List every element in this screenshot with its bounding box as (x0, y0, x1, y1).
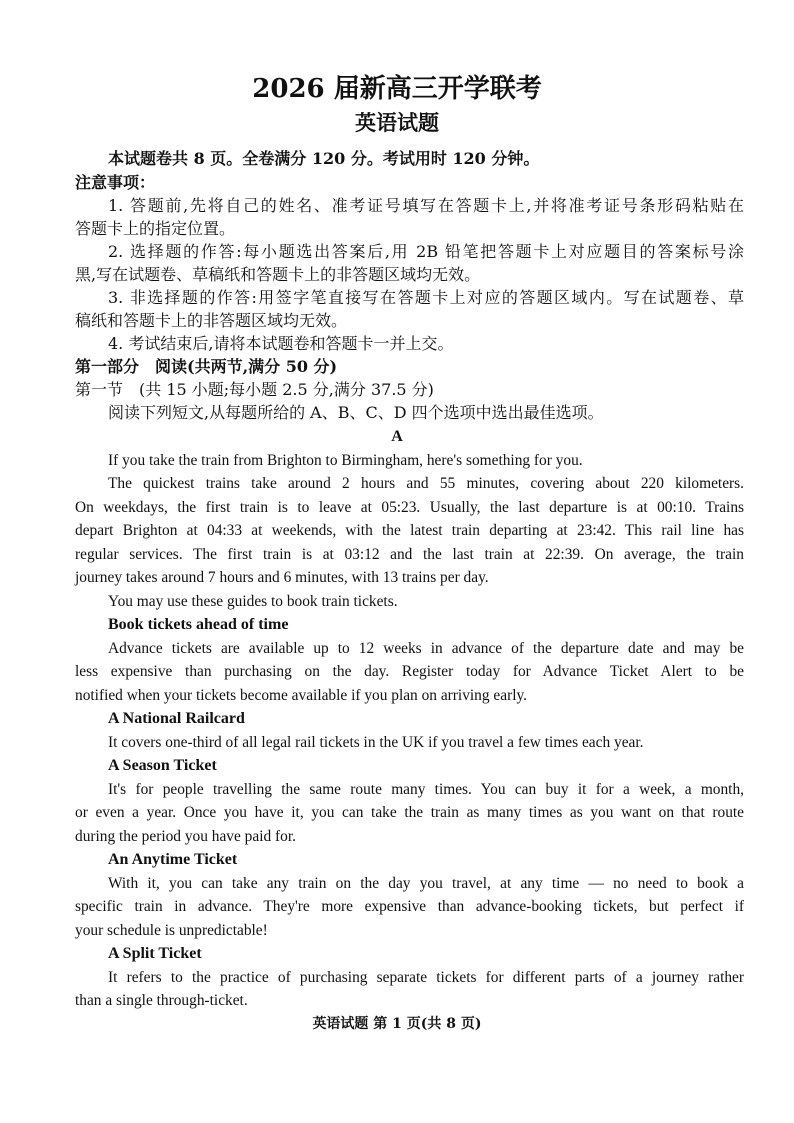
heading-national-railcard: A National Railcard (108, 710, 245, 727)
paragraph-2-line: On weekdays, the first train is to leave at 05:23. Usually, the last departure is at 00:10. Trains (75, 499, 744, 516)
section-text-line: With it, you can take any train on the day you travel, at any time — no need to book a (108, 875, 744, 892)
paragraph-2-line: The quickest trains take around 2 hours and 55 minutes, covering about 220 kilometers. (108, 475, 744, 492)
heading-anytime-ticket: An Anytime Ticket (108, 851, 238, 868)
exam-subtitle: 英语试题 (355, 110, 439, 135)
notice-2-line-2: 黑,写在试题卷、草稿纸和答题卡上的非答题区域均无效。 (75, 265, 481, 284)
section-text-line: It's for people travelling the same route many times. You can buy it for a week, a month, (108, 781, 744, 798)
notice-1-line-1: 1. 答题前,先将自己的姓名、准考证号填写在答题卡上,并将准考证号条形码粘贴在 (108, 196, 744, 215)
notice-title: 注意事项： (75, 173, 156, 192)
notice-1-line-2: 答题卡上的指定位置。 (75, 219, 236, 238)
paragraph-2-line: depart Brighton at 04:33 at weekends, with the latest train departing at 23:42. This rail line has (75, 522, 744, 539)
section-1-title: 第一节 (共 15 小题;每小题 2.5 分,满分 37.5 分) (75, 380, 434, 399)
page-footer: 英语试题 第 1 页(共 8 页) (312, 1016, 482, 1032)
exam-title: 2026 届新高三开学联考 (252, 74, 542, 104)
notice-4: 4. 考试结束后,请将本试题卷和答题卡一并上交。 (108, 334, 454, 353)
reading-instruction: 阅读下列短文,从每题所给的 A、B、C、D 四个选项中选出最佳选项。 (108, 403, 604, 422)
section-text-line: less expensive than purchasing on the day. Register today for Advance Ticket Alert to be (75, 663, 744, 680)
section-text-line: specific train in advance. They're more expensive than advance-booking tickets, but perfect if (75, 898, 744, 915)
exam-info: 本试题卷共 8 页。全卷满分 120 分。考试用时 120 分钟。 (108, 149, 540, 168)
heading-split-ticket: A Split Ticket (108, 945, 202, 962)
section-text-line: or even a year. Once you have it, you can take the train as many times as you want on that route (75, 804, 744, 821)
section-text-line: your schedule is unpredictable! (75, 922, 268, 939)
part-1-title: 第一部分 阅读(共两节,满分 50 分) (75, 357, 338, 376)
section-text-line: notified when your tickets become available if you plan on arriving early. (75, 687, 528, 704)
section-text-line: during the period you have paid for. (75, 828, 296, 845)
section-text-line: It covers one-third of all legal rail tickets in the UK if you travel a few times each year. (108, 734, 644, 751)
paragraph-2-line: journey takes around 7 hours and 6 minutes, with 13 trains per day. (75, 569, 489, 586)
heading-book-ahead: Book tickets ahead of time (108, 616, 289, 633)
notice-3-line-1: 3. 非选择题的作答:用签字笔直接写在答题卡上对应的答题区域内。写在试题卷、草 (108, 288, 744, 307)
passage-paragraph-1: If you take the train from Brighton to Birmingham, here's something for you. (108, 452, 583, 469)
paragraph-2-line: regular services. The first train is at 03:12 and the last train at 22:39. On average, the train (75, 546, 744, 563)
passage-paragraph-3: You may use these guides to book train tickets. (108, 593, 398, 610)
passage-label: A (391, 428, 403, 445)
section-text-line: Advance tickets are available up to 12 weeks in advance of the departure date and may be (108, 640, 744, 657)
section-text-line: than a single through-ticket. (75, 992, 248, 1009)
notice-2-line-1: 2. 选择题的作答:每小题选出答案后,用 2B 铅笔把答题卡上对应题目的答案标号涂 (108, 242, 744, 261)
section-text-line: It refers to the practice of purchasing separate tickets for different parts of a journey rather (108, 969, 744, 986)
notice-3-line-2: 稿纸和答题卡上的非答题区域均无效。 (75, 311, 348, 330)
heading-season-ticket: A Season Ticket (108, 757, 217, 774)
